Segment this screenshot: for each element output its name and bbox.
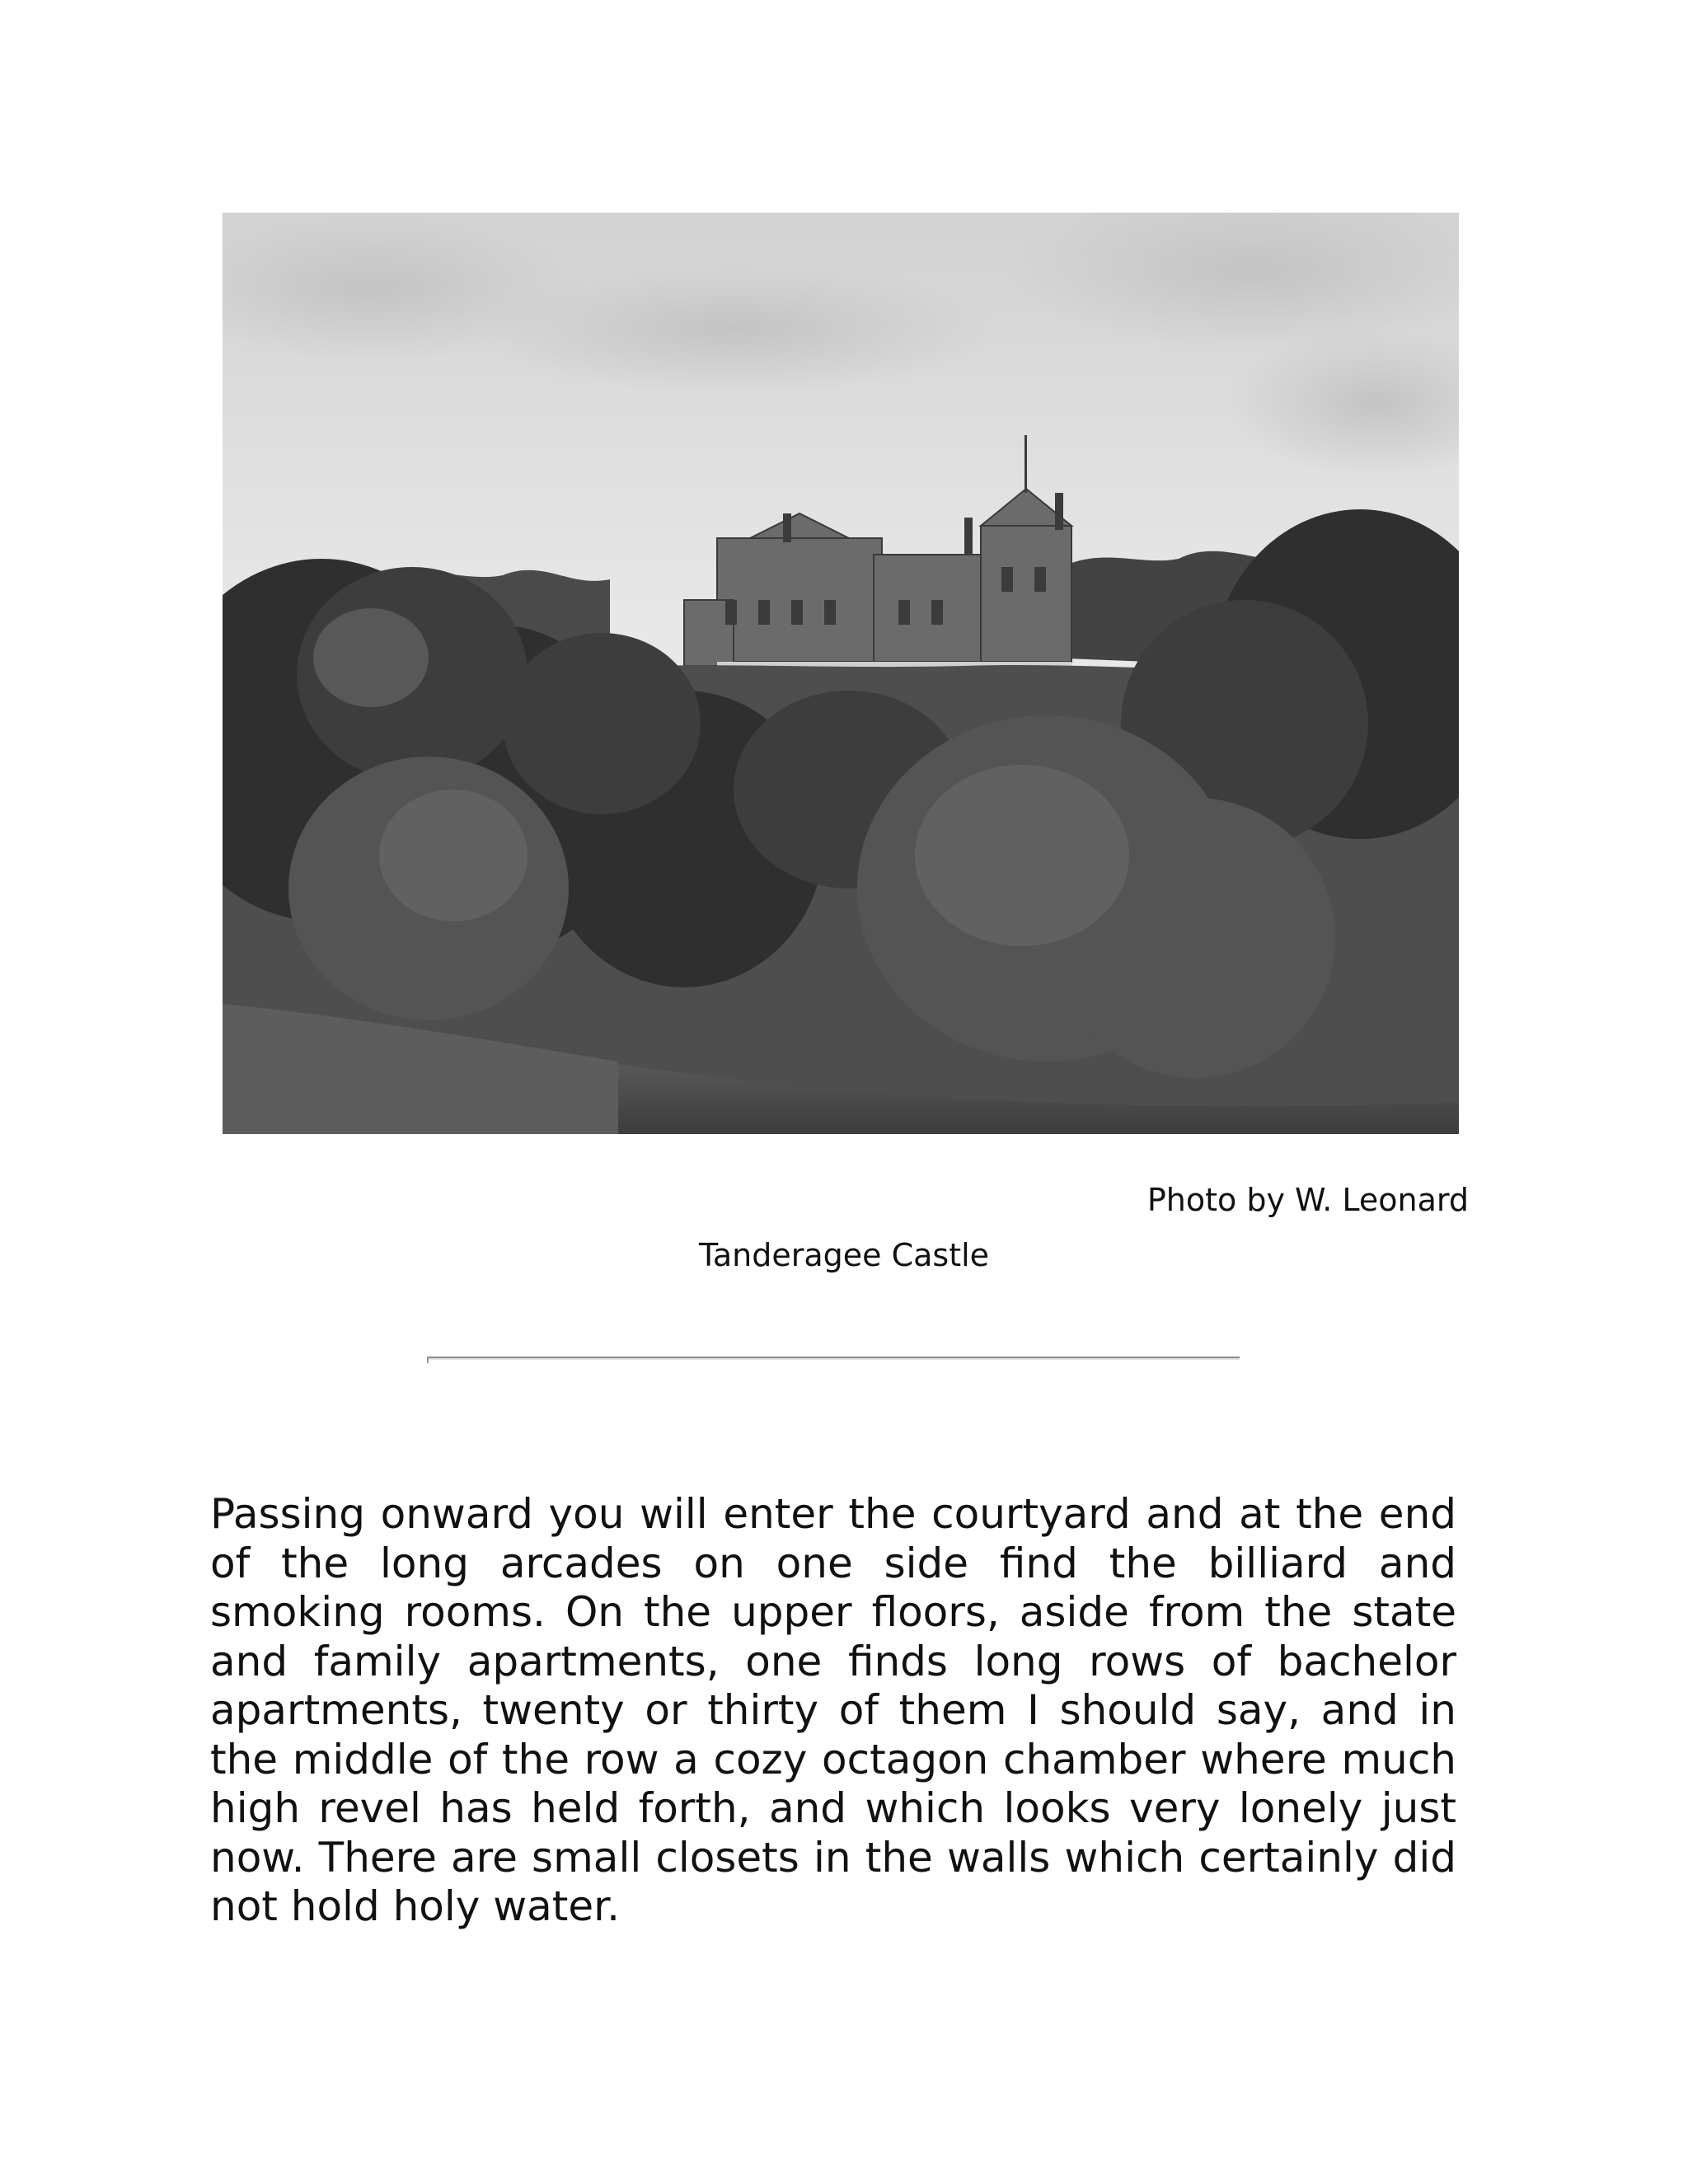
castle-photograph-image [223,213,1459,1134]
section-divider [427,1357,1240,1360]
body-paragraph: Passing onward you will enter the courtyard and at the end of the long arcades on one side find the billiard and smoking rooms. On the upper floors, aside from the state and family apartments, one finds long rows of bachelor apartments, twenty or thirty of them I should say, and in the middle of the row a cozy octagon chamber where much high revel has held forth, and which looks very lonely just now. There are small closets in the walls which certainly did not hold holy water. [210,1490,1456,1930]
figure-caption: Tanderagee Castle [698,1237,990,1273]
photo-credit: Photo by W. Leonard [1146,1182,1469,1218]
castle-photograph [223,213,1459,1134]
